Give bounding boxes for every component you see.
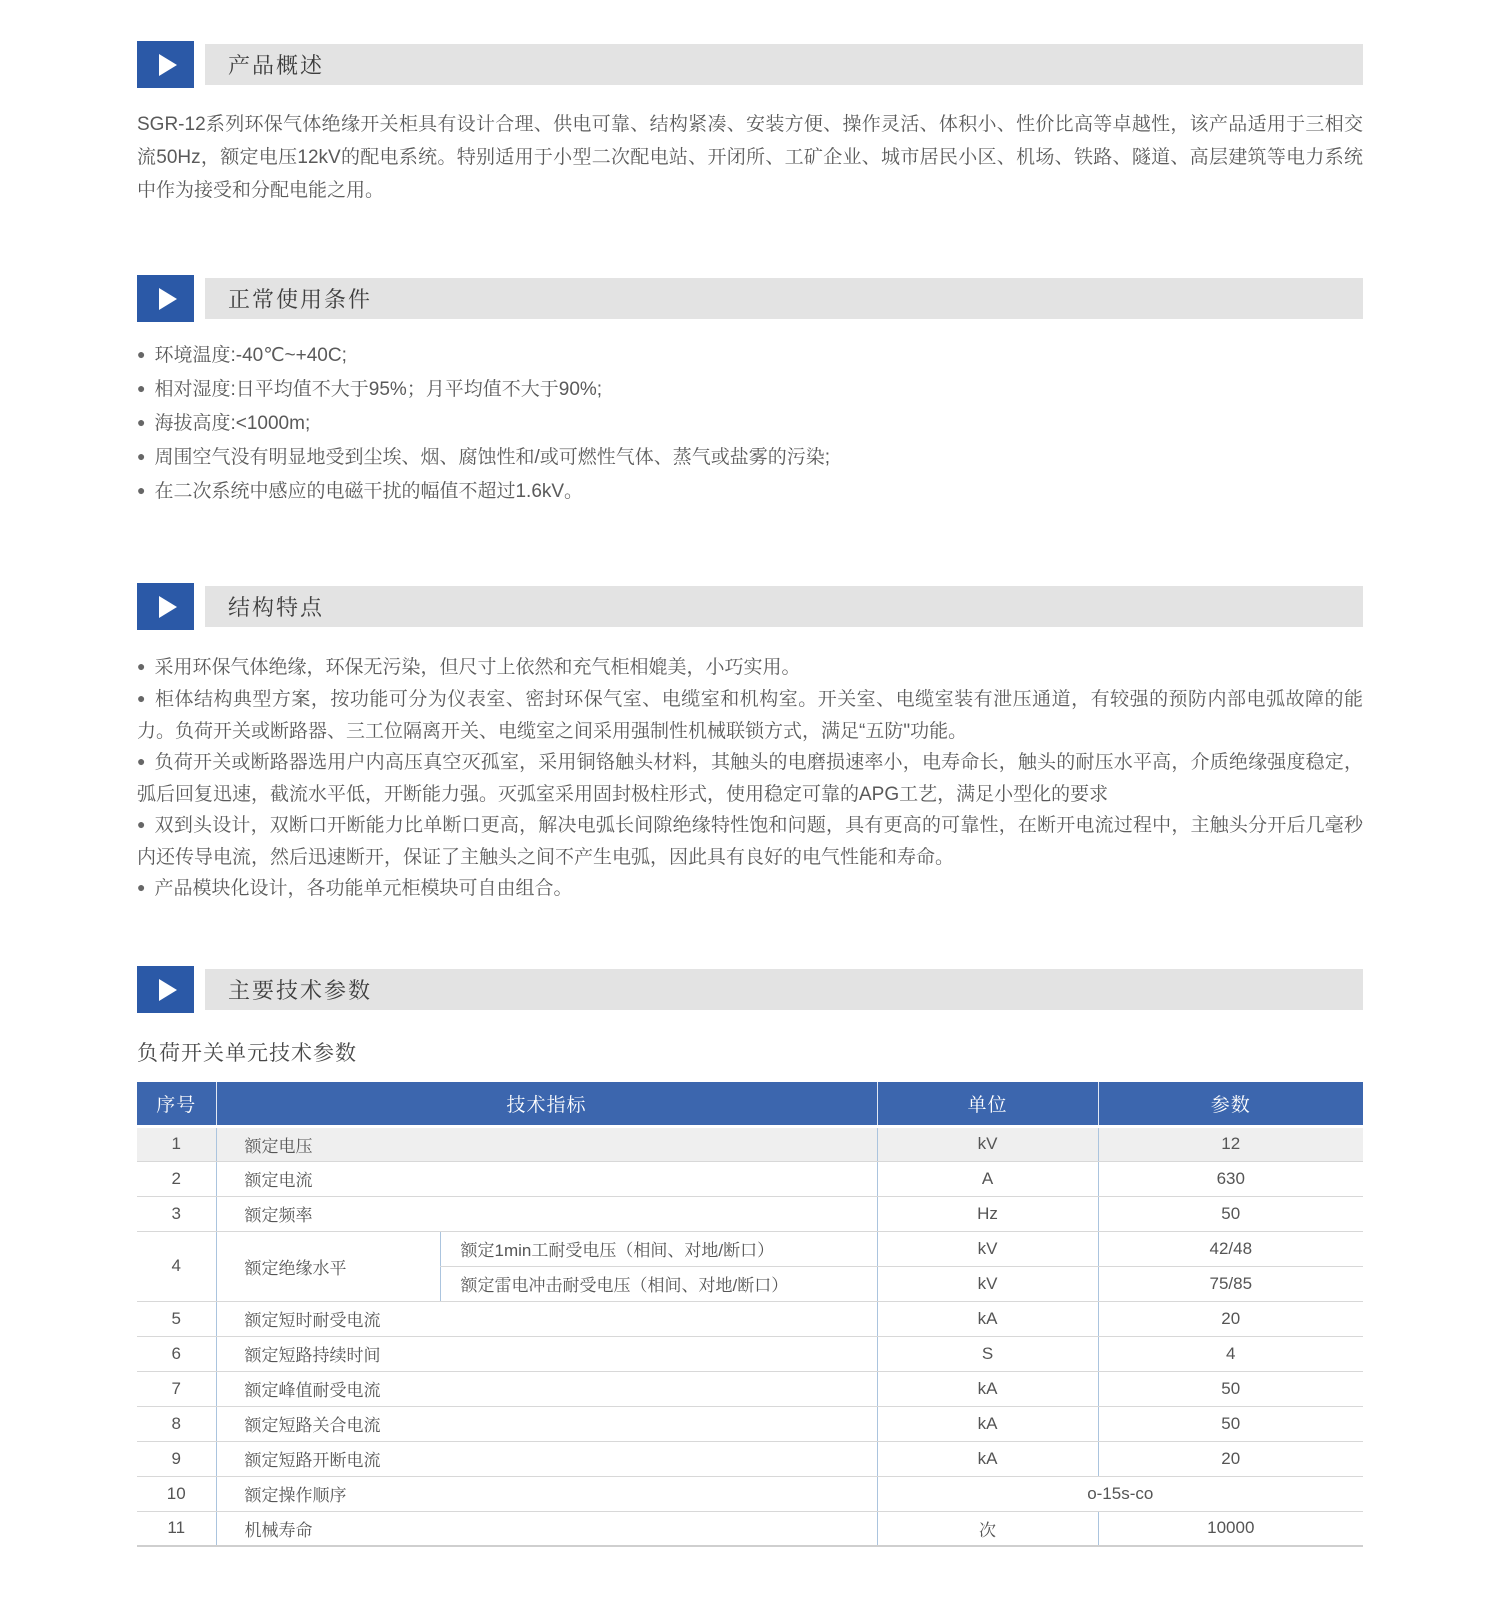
section-overview <box>137 41 1363 207</box>
list-item-text: 环境温度:-40℃~+40C; <box>154 345 347 366</box>
value-cell: 20 <box>1098 1301 1363 1336</box>
arrow-right-icon <box>159 288 177 310</box>
row-number-cell: 4 <box>137 1231 216 1301</box>
list-item <box>137 684 1363 747</box>
list-item-text: 采用环保气体绝缘，环保无污染，但尺寸上依然和充气柜相媲美，小巧实用。 <box>154 657 801 678</box>
row-number-cell: 2 <box>137 1161 216 1196</box>
indicator-cell: 额定短路持续时间 <box>216 1336 877 1371</box>
bullet-icon: ● <box>137 690 146 706</box>
unit-cell: kA <box>877 1371 1098 1406</box>
section-title-band <box>205 44 1363 85</box>
list-item-text: 在二次系统中感应的电磁干扰的幅值不超过1.6kV。 <box>154 481 584 502</box>
column-header: 单位 <box>877 1082 1098 1126</box>
table-row <box>137 1196 1363 1231</box>
list-item <box>137 339 1363 373</box>
table-header-row <box>137 1082 1363 1126</box>
tech-parameters-table <box>137 1082 1363 1547</box>
bullet-icon: ● <box>137 816 146 832</box>
row-number-cell: 3 <box>137 1196 216 1231</box>
table-body <box>137 1126 1363 1546</box>
list-item <box>137 873 1363 905</box>
conditions-list <box>137 339 1363 509</box>
value-cell: 50 <box>1098 1371 1363 1406</box>
bullet-icon: ● <box>137 414 146 430</box>
section-parameters <box>137 966 1363 1547</box>
table-row <box>137 1161 1363 1196</box>
table-row <box>137 1441 1363 1476</box>
section-header-conditions <box>137 275 1363 322</box>
indicator-cell: 额定短路开断电流 <box>216 1441 877 1476</box>
section-title-band <box>205 969 1363 1010</box>
indicator-cell: 额定操作顺序 <box>216 1476 877 1511</box>
section-header-parameters <box>137 966 1363 1013</box>
value-cell: 630 <box>1098 1161 1363 1196</box>
column-header: 参数 <box>1098 1082 1363 1126</box>
table-row <box>137 1301 1363 1336</box>
bullet-icon: ● <box>137 380 146 396</box>
list-item-text: 产品模块化设计，各功能单元柜模块可自由组合。 <box>154 878 573 899</box>
value-cell: 10000 <box>1098 1511 1363 1546</box>
table-row <box>137 1371 1363 1406</box>
merged-value-cell: o-15s-co <box>877 1476 1363 1511</box>
bullet-icon: ● <box>137 448 146 464</box>
list-item <box>137 407 1363 441</box>
section-title-parameters: 主要技术参数 <box>228 978 373 1003</box>
list-item-text: 海拔高度:<1000m; <box>154 413 311 434</box>
table-row <box>137 1336 1363 1371</box>
unit-cell: 次 <box>877 1511 1098 1546</box>
features-list <box>137 652 1363 905</box>
table-row <box>137 1476 1363 1511</box>
unit-cell: kA <box>877 1441 1098 1476</box>
list-item <box>137 747 1363 810</box>
table-row <box>137 1406 1363 1441</box>
row-number-cell: 6 <box>137 1336 216 1371</box>
row-number-cell: 5 <box>137 1301 216 1336</box>
unit-cell: A <box>877 1161 1098 1196</box>
list-item <box>137 475 1363 509</box>
indicator-cell: 额定短时耐受电流 <box>216 1301 877 1336</box>
indicator-cell: 额定频率 <box>216 1196 877 1231</box>
sub-indicator-cell: 额定1min工耐受电压（相间、对地/断口） <box>440 1231 877 1266</box>
column-header: 技术指标 <box>216 1082 877 1126</box>
bullet-icon: ● <box>137 658 146 674</box>
arrow-right-icon <box>159 979 177 1001</box>
value-cell: 20 <box>1098 1441 1363 1476</box>
indicator-cell: 机械寿命 <box>216 1511 877 1546</box>
list-item-text: 柜体结构典型方案，按功能可分为仪表室、密封环保气室、电缆室和机构室。开关室、电缆室装有泄压通道，有较强的预防内部电弧故障的能力。负荷开关或断路器、三工位隔离开关、电缆室之间采用强制性机械联锁方式，满足“五防"功能。 <box>137 689 1363 742</box>
indicator-cell: 额定电流 <box>216 1161 877 1196</box>
value-cell: 50 <box>1098 1196 1363 1231</box>
value-cell: 50 <box>1098 1406 1363 1441</box>
section-title-overview: 产品概述 <box>228 53 325 78</box>
row-number-cell: 7 <box>137 1371 216 1406</box>
value-cell: 42/48 <box>1098 1231 1363 1266</box>
table-row <box>137 1231 1363 1266</box>
value-cell: 12 <box>1098 1126 1363 1161</box>
arrow-badge <box>137 275 194 322</box>
sub-indicator-cell: 额定雷电冲击耐受电压（相间、对地/断口） <box>440 1266 877 1301</box>
table-row <box>137 1126 1363 1161</box>
unit-cell: kV <box>877 1266 1098 1301</box>
list-item <box>137 810 1363 873</box>
row-number-cell: 10 <box>137 1476 216 1511</box>
unit-cell: Hz <box>877 1196 1098 1231</box>
arrow-badge <box>137 41 194 88</box>
list-item-text: 双到头设计，双断口开断能力比单断口更高，解决电弧长间隙绝缘特性饱和问题，具有更高的可靠性，在断开电流过程中，主触头分开后几毫秒内还传导电流，然后迅速断开，保证了主触头之间不产生电弧，因此具有良好的电气性能和寿命。 <box>137 815 1363 868</box>
indicator-cell: 额定电压 <box>216 1126 877 1161</box>
section-conditions <box>137 275 1363 509</box>
list-item-text: 周围空气没有明显地受到尘埃、烟、腐蚀性和/或可燃性气体、蒸气或盐雾的污染; <box>154 447 831 468</box>
section-title-band <box>205 278 1363 319</box>
bullet-icon: ● <box>137 346 146 362</box>
bullet-icon: ● <box>137 753 146 769</box>
value-cell: 4 <box>1098 1336 1363 1371</box>
value-cell: 75/85 <box>1098 1266 1363 1301</box>
section-header-overview <box>137 41 1363 88</box>
bullet-icon: ● <box>137 879 146 895</box>
unit-cell: kV <box>877 1231 1098 1266</box>
table-header <box>137 1082 1363 1126</box>
row-number-cell: 11 <box>137 1511 216 1546</box>
arrow-badge <box>137 966 194 1013</box>
row-number-cell: 9 <box>137 1441 216 1476</box>
unit-cell: kA <box>877 1406 1098 1441</box>
row-number-cell: 1 <box>137 1126 216 1161</box>
section-title-conditions: 正常使用条件 <box>228 287 373 312</box>
section-header-features <box>137 583 1363 630</box>
arrow-badge <box>137 583 194 630</box>
indicator-cell: 额定短路关合电流 <box>216 1406 877 1441</box>
arrow-right-icon <box>159 54 177 76</box>
section-features <box>137 583 1363 905</box>
list-item <box>137 652 1363 684</box>
unit-cell: kA <box>877 1301 1098 1336</box>
table-subtitle: 负荷开关单元技术参数 <box>137 1042 357 1065</box>
arrow-right-icon <box>159 596 177 618</box>
indicator-cell: 额定峰值耐受电流 <box>216 1371 877 1406</box>
overview-paragraph: SGR-12系列环保气体绝缘开关柜具有设计合理、供电可靠、结构紧凑、安装方便、操作灵活、体积小、性价比高等卓越性，该产品适用于三相交流50Hz，额定电压12kV的配电系统。特别适用于小型二次配电站、开闭所、工矿企业、城市居民小区、机场、铁路、隧道、高层建筑等电力系统中作为接受和分配电能之用。 <box>137 114 1363 201</box>
list-item-text: 相对湿度:日平均值不大于95%；月平均值不大于90%; <box>154 379 603 400</box>
row-number-cell: 8 <box>137 1406 216 1441</box>
section-title-band <box>205 586 1363 627</box>
column-header: 序号 <box>137 1082 216 1126</box>
table-row <box>137 1511 1363 1546</box>
section-title-features: 结构特点 <box>228 595 325 620</box>
bullet-icon: ● <box>137 482 146 498</box>
unit-cell: S <box>877 1336 1098 1371</box>
unit-cell: kV <box>877 1126 1098 1161</box>
list-item-text: 负荷开关或断路器选用户内高压真空灭孤室，采用铜铬触头材料，其触头的电磨损速率小，电寿命长，触头的耐压水平高，介质绝缘强度稳定，弧后回复迅速，截流水平低，开断能力强。灭弧室采用固封极柱形式，使用稳定可靠的APG工艺，满足小型化的要求 <box>137 752 1363 805</box>
list-item <box>137 441 1363 475</box>
list-item <box>137 373 1363 407</box>
indicator-cell: 额定绝缘水平 <box>216 1231 440 1301</box>
